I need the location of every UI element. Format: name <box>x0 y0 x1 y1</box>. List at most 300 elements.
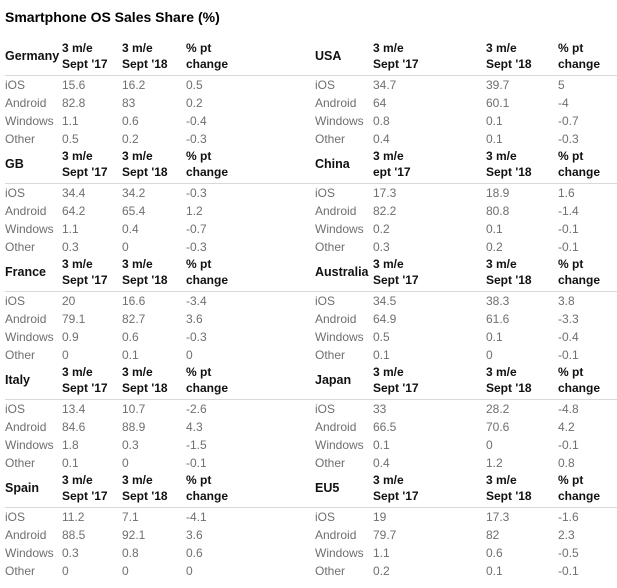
period1-line2: Sept '17 <box>62 489 108 503</box>
value-sept17: 0.9 <box>62 330 79 344</box>
value-sept17: 88.5 <box>62 528 86 542</box>
value-sept18: 0.6 <box>122 330 139 344</box>
value-sept18: 7.1 <box>122 510 139 524</box>
period1-header <box>373 148 486 180</box>
value-sept17: 34.5 <box>373 294 397 308</box>
value-sept18: 92.1 <box>122 528 146 542</box>
value-sept17: 79.7 <box>373 528 397 542</box>
value-sept17: 0 <box>62 564 69 578</box>
country-label: China <box>315 157 350 171</box>
table-row <box>5 220 315 238</box>
os-label: Android <box>315 420 357 434</box>
value-sept17: 1.8 <box>62 438 79 452</box>
table-row <box>5 436 315 454</box>
value-sept17: 1.1 <box>62 114 79 128</box>
change-line2: change <box>558 489 601 503</box>
change-header <box>558 148 617 180</box>
table-row <box>5 328 315 346</box>
change-line1: % pt <box>558 365 584 379</box>
os-label: Windows <box>5 546 54 560</box>
period2-header <box>122 364 186 396</box>
os-label: iOS <box>315 510 336 524</box>
value-change: 3.8 <box>558 294 575 308</box>
value-sept18: 0.1 <box>486 330 503 344</box>
value-sept18: 39.7 <box>486 78 510 92</box>
table-row <box>315 184 617 202</box>
value-sept17: 0.4 <box>373 132 390 146</box>
value-change: -0.1 <box>558 348 579 362</box>
os-label: Android <box>5 528 47 542</box>
period1-line1: 3 m/e <box>373 149 404 163</box>
value-sept17: 0.3 <box>62 240 79 254</box>
value-change: -0.3 <box>186 330 207 344</box>
value-change: -0.3 <box>186 240 207 254</box>
table-row <box>315 112 617 130</box>
value-sept18: 0.1 <box>122 348 139 362</box>
value-sept18: 70.6 <box>486 420 510 434</box>
page-title: Smartphone OS Sales Share (%) <box>5 9 220 25</box>
period1-line2: Sept '17 <box>62 381 108 395</box>
table-row <box>5 400 315 418</box>
period2-header <box>486 472 558 504</box>
os-label: iOS <box>5 294 26 308</box>
table-row <box>5 202 315 220</box>
table-header-row <box>5 364 315 400</box>
table-row <box>315 454 617 472</box>
country-label: Australia <box>315 265 369 279</box>
period2-line1: 3 m/e <box>486 257 517 271</box>
value-sept18: 10.7 <box>122 402 146 416</box>
period2-line2: Sept '18 <box>122 165 168 179</box>
value-change: 4.3 <box>186 420 203 434</box>
value-sept18: 82.7 <box>122 312 146 326</box>
change-line2: change <box>186 381 229 395</box>
country-label: EU5 <box>315 481 340 495</box>
value-sept17: 0.2 <box>373 222 390 236</box>
os-label: Windows <box>5 330 54 344</box>
value-sept18: 0 <box>122 564 129 578</box>
value-sept17: 82.2 <box>373 204 397 218</box>
value-sept17: 13.4 <box>62 402 86 416</box>
value-sept17: 0.1 <box>373 348 390 362</box>
os-label: Other <box>5 564 36 578</box>
period2-header <box>122 148 186 180</box>
value-change: -0.4 <box>186 114 207 128</box>
value-change: -0.5 <box>558 546 579 560</box>
period1-line1: 3 m/e <box>62 473 93 487</box>
change-line1: % pt <box>186 473 212 487</box>
value-change: 3.6 <box>186 528 203 542</box>
change-header <box>558 256 617 288</box>
change-line1: % pt <box>558 257 584 271</box>
country-table <box>315 148 617 256</box>
period1-line2: Sept '17 <box>373 489 419 503</box>
period2-header <box>486 364 558 396</box>
table-header-row <box>315 148 617 184</box>
value-change: 0.8 <box>558 456 575 470</box>
table-row <box>5 292 315 310</box>
period1-header <box>62 40 122 72</box>
value-sept18: 0.8 <box>122 546 139 560</box>
right-column <box>315 40 617 580</box>
table-header-row <box>315 40 617 76</box>
table-row <box>315 220 617 238</box>
country-label: USA <box>315 49 342 63</box>
period2-line1: 3 m/e <box>486 41 517 55</box>
change-line2: change <box>558 57 601 71</box>
country-table <box>315 472 617 580</box>
value-sept18: 61.6 <box>486 312 510 326</box>
value-change: -0.1 <box>186 456 207 470</box>
os-label: Windows <box>315 546 364 560</box>
value-sept17: 64.2 <box>62 204 86 218</box>
value-change: 0.6 <box>186 546 203 560</box>
table-row <box>315 328 617 346</box>
change-line2: change <box>558 273 601 287</box>
os-label: Android <box>5 420 47 434</box>
period1-header <box>373 364 486 396</box>
period1-line2: Sept '17 <box>62 57 108 71</box>
table-header-row <box>5 148 315 184</box>
value-sept18: 0.2 <box>486 240 503 254</box>
value-change: 2.3 <box>558 528 575 542</box>
period1-header <box>62 148 122 180</box>
value-change: 1.2 <box>186 204 203 218</box>
value-sept18: 83 <box>122 96 136 110</box>
country-table <box>5 256 315 364</box>
table-header-row <box>315 256 617 292</box>
table-row <box>315 202 617 220</box>
value-sept18: 0.1 <box>486 222 503 236</box>
table-row <box>315 508 617 526</box>
period1-line1: 3 m/e <box>62 41 93 55</box>
table-row <box>5 112 315 130</box>
change-line1: % pt <box>186 149 212 163</box>
value-sept18: 0.1 <box>486 114 503 128</box>
change-header <box>186 148 315 180</box>
table-row <box>315 94 617 112</box>
change-line1: % pt <box>558 473 584 487</box>
table-header-row <box>5 40 315 76</box>
change-line1: % pt <box>186 41 212 55</box>
value-change: -4.8 <box>558 402 579 416</box>
value-change: 0 <box>186 564 193 578</box>
table-row <box>315 76 617 94</box>
value-change: -2.6 <box>186 402 207 416</box>
value-sept17: 1.1 <box>373 546 390 560</box>
table-header-row <box>315 364 617 400</box>
value-sept18: 1.2 <box>486 456 503 470</box>
table-row <box>5 562 315 580</box>
value-change: -0.1 <box>558 222 579 236</box>
value-sept18: 0 <box>486 348 493 362</box>
value-change: -4.1 <box>186 510 207 524</box>
os-label: Other <box>315 240 346 254</box>
left-column <box>5 40 315 580</box>
period2-line2: Sept '18 <box>122 381 168 395</box>
table-row <box>315 562 617 580</box>
value-sept17: 34.7 <box>373 78 397 92</box>
value-sept18: 0.3 <box>122 438 139 452</box>
table-row <box>5 184 315 202</box>
period2-line1: 3 m/e <box>122 41 153 55</box>
value-sept18: 0.1 <box>486 132 503 146</box>
value-sept17: 0.2 <box>373 564 390 578</box>
country-table <box>315 364 617 472</box>
value-sept18: 82 <box>486 528 500 542</box>
table-row <box>5 418 315 436</box>
period1-line1: 3 m/e <box>373 473 404 487</box>
period1-line1: 3 m/e <box>373 257 404 271</box>
change-line2: change <box>186 165 229 179</box>
os-label: Android <box>5 96 47 110</box>
os-label: Other <box>5 348 36 362</box>
table-row <box>5 76 315 94</box>
value-change: -0.1 <box>558 564 579 578</box>
value-sept17: 66.5 <box>373 420 397 434</box>
os-label: Other <box>315 564 346 578</box>
period1-line2: Sept '17 <box>373 57 419 71</box>
table-row <box>5 130 315 148</box>
value-sept17: 0.5 <box>373 330 390 344</box>
change-header <box>558 40 617 72</box>
change-header <box>186 256 315 288</box>
value-sept18: 0.6 <box>486 546 503 560</box>
value-sept17: 33 <box>373 402 387 416</box>
value-sept17: 64.9 <box>373 312 397 326</box>
table-row <box>315 292 617 310</box>
country-table <box>5 364 315 472</box>
period1-line1: 3 m/e <box>373 41 404 55</box>
change-line2: change <box>186 57 229 71</box>
value-sept18: 0 <box>122 240 129 254</box>
os-label: Other <box>5 240 36 254</box>
value-sept17: 19 <box>373 510 387 524</box>
os-label: Other <box>5 132 36 146</box>
period1-line2: Sept '17 <box>373 273 419 287</box>
value-sept17: 1.1 <box>62 222 79 236</box>
value-sept18: 34.2 <box>122 186 146 200</box>
value-sept18: 18.9 <box>486 186 510 200</box>
table-row <box>5 454 315 472</box>
period2-line2: Sept '18 <box>486 489 532 503</box>
table-row <box>315 238 617 256</box>
os-label: iOS <box>5 510 26 524</box>
country-label: France <box>5 265 46 279</box>
value-change: 0.5 <box>186 78 203 92</box>
period2-line1: 3 m/e <box>486 149 517 163</box>
period1-line2: ept '17 <box>373 165 411 179</box>
period1-line1: 3 m/e <box>62 149 93 163</box>
period1-line1: 3 m/e <box>62 365 93 379</box>
period1-line2: Sept '17 <box>62 165 108 179</box>
value-change: 0 <box>186 348 193 362</box>
value-change: -1.6 <box>558 510 579 524</box>
value-sept18: 16.6 <box>122 294 146 308</box>
os-label: Android <box>315 96 357 110</box>
table-row <box>315 418 617 436</box>
table-row <box>5 94 315 112</box>
value-sept18: 0 <box>122 456 129 470</box>
value-change: -1.4 <box>558 204 579 218</box>
value-sept17: 0.1 <box>62 456 79 470</box>
change-line2: change <box>558 381 601 395</box>
value-sept17: 0.3 <box>373 240 390 254</box>
value-sept18: 88.9 <box>122 420 146 434</box>
value-change: -0.4 <box>558 330 579 344</box>
period2-line1: 3 m/e <box>122 365 153 379</box>
table-header-row <box>5 472 315 508</box>
value-change: 3.6 <box>186 312 203 326</box>
value-sept18: 0.1 <box>486 564 503 578</box>
table-row <box>315 310 617 328</box>
period1-header <box>62 256 122 288</box>
period2-line1: 3 m/e <box>122 473 153 487</box>
value-sept18: 16.2 <box>122 78 146 92</box>
period1-header <box>373 256 486 288</box>
change-line2: change <box>558 165 601 179</box>
period1-header <box>62 364 122 396</box>
os-label: Android <box>315 312 357 326</box>
value-change: 5 <box>558 78 565 92</box>
os-label: Windows <box>315 222 364 236</box>
os-label: Windows <box>315 330 364 344</box>
os-label: iOS <box>315 402 336 416</box>
value-sept18: 65.4 <box>122 204 146 218</box>
value-change: -1.5 <box>186 438 207 452</box>
os-label: Windows <box>5 222 54 236</box>
value-sept18: 0.2 <box>122 132 139 146</box>
os-label: Other <box>315 456 346 470</box>
change-header <box>186 364 315 396</box>
period2-header <box>122 256 186 288</box>
table-row <box>315 130 617 148</box>
os-label: Other <box>315 132 346 146</box>
value-sept18: 0 <box>486 438 493 452</box>
period2-header <box>486 40 558 72</box>
country-label: Germany <box>5 49 60 63</box>
value-sept18: 60.1 <box>486 96 510 110</box>
os-label: iOS <box>315 78 336 92</box>
value-change: -4 <box>558 96 569 110</box>
os-label: Other <box>315 348 346 362</box>
os-label: Android <box>5 204 47 218</box>
value-sept17: 15.6 <box>62 78 86 92</box>
os-label: Windows <box>5 114 54 128</box>
value-sept17: 34.4 <box>62 186 86 200</box>
country-table <box>315 256 617 364</box>
os-label: iOS <box>5 402 26 416</box>
period2-header <box>122 472 186 504</box>
table-row <box>5 238 315 256</box>
table-row <box>5 508 315 526</box>
change-header <box>558 472 617 504</box>
value-sept17: 0.8 <box>373 114 390 128</box>
period2-line2: Sept '18 <box>486 273 532 287</box>
change-line2: change <box>186 273 229 287</box>
change-line1: % pt <box>186 257 212 271</box>
value-change: 4.2 <box>558 420 575 434</box>
change-header <box>186 472 315 504</box>
table-header-row <box>5 256 315 292</box>
value-sept17: 0.3 <box>62 546 79 560</box>
value-change: 0.2 <box>186 96 203 110</box>
os-label: iOS <box>315 186 336 200</box>
period2-line2: Sept '18 <box>122 57 168 71</box>
value-sept17: 79.1 <box>62 312 86 326</box>
os-label: Windows <box>315 438 364 452</box>
period1-header <box>373 472 486 504</box>
country-label: Spain <box>5 481 40 495</box>
value-change: -0.1 <box>558 438 579 452</box>
period2-line2: Sept '18 <box>122 273 168 287</box>
value-sept17: 17.3 <box>373 186 397 200</box>
value-sept17: 0 <box>62 348 69 362</box>
value-sept17: 0.5 <box>62 132 79 146</box>
change-line1: % pt <box>558 41 584 55</box>
period2-line1: 3 m/e <box>486 473 517 487</box>
value-sept18: 0.4 <box>122 222 139 236</box>
os-label: iOS <box>5 78 26 92</box>
country-table <box>5 40 315 148</box>
table-header-row <box>315 472 617 508</box>
table-row <box>315 544 617 562</box>
period1-line2: Sept '17 <box>62 273 108 287</box>
value-change: -0.7 <box>186 222 207 236</box>
table-row <box>315 346 617 364</box>
os-label: iOS <box>5 186 26 200</box>
change-line1: % pt <box>186 365 212 379</box>
os-label: Android <box>5 312 47 326</box>
change-header <box>558 364 617 396</box>
os-label: Android <box>315 204 357 218</box>
period2-header <box>122 40 186 72</box>
os-label: Other <box>5 456 36 470</box>
value-change: 1.6 <box>558 186 575 200</box>
value-sept17: 0.1 <box>373 438 390 452</box>
table-row <box>315 436 617 454</box>
value-change: -0.7 <box>558 114 579 128</box>
period1-header <box>62 472 122 504</box>
value-change: -0.1 <box>558 240 579 254</box>
period2-line2: Sept '18 <box>486 381 532 395</box>
period2-header <box>486 256 558 288</box>
period2-line1: 3 m/e <box>486 365 517 379</box>
value-change: -0.3 <box>186 186 207 200</box>
os-label: iOS <box>315 294 336 308</box>
value-change: -3.4 <box>186 294 207 308</box>
country-label: GB <box>5 157 24 171</box>
value-sept18: 38.3 <box>486 294 510 308</box>
period2-line2: Sept '18 <box>122 489 168 503</box>
os-label: Windows <box>315 114 364 128</box>
value-change: -0.3 <box>186 132 207 146</box>
value-sept18: 0.6 <box>122 114 139 128</box>
country-label: Italy <box>5 373 31 387</box>
table-row <box>315 526 617 544</box>
country-table <box>315 40 617 148</box>
country-table <box>5 472 315 580</box>
value-sept18: 17.3 <box>486 510 510 524</box>
period1-header <box>373 40 486 72</box>
period2-header <box>486 148 558 180</box>
value-sept17: 20 <box>62 294 76 308</box>
country-label: Japan <box>315 373 352 387</box>
period2-line2: Sept '18 <box>486 57 532 71</box>
value-sept17: 82.8 <box>62 96 86 110</box>
period2-line2: Sept '18 <box>486 165 532 179</box>
os-label: Android <box>315 528 357 542</box>
